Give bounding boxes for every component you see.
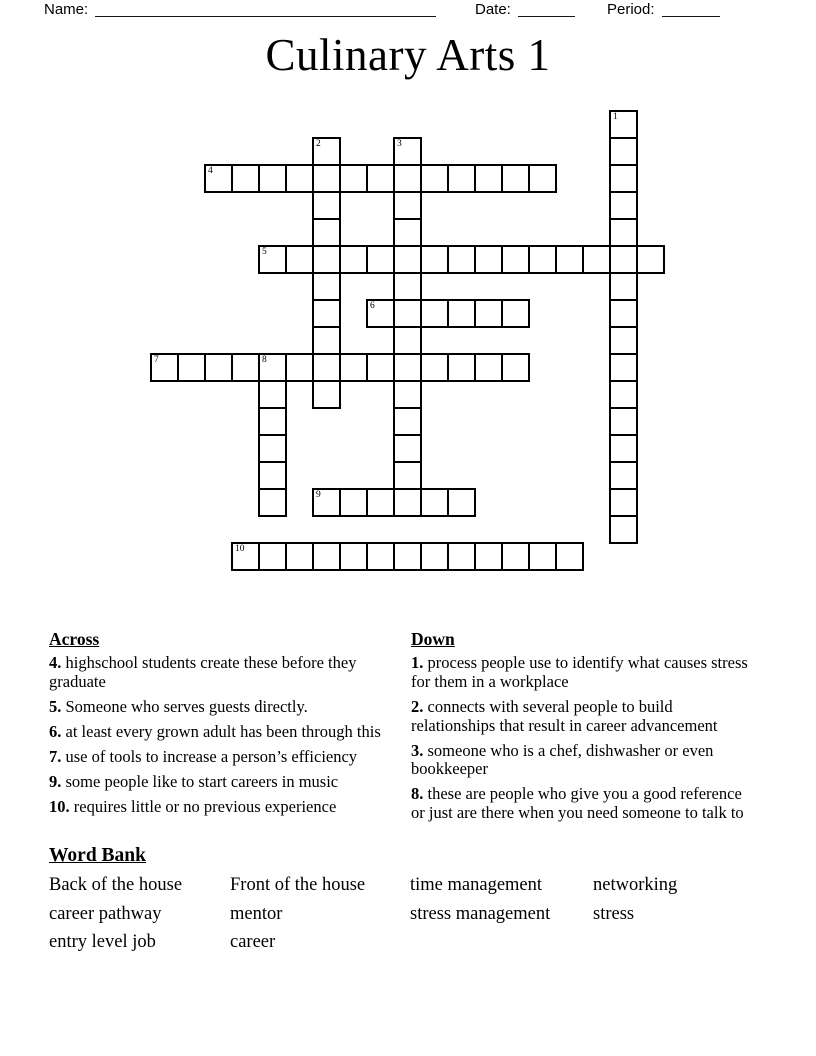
down-heading: Down [411,629,455,649]
crossword-cell[interactable] [609,299,638,328]
crossword-cell[interactable] [393,245,422,274]
crossword-cell[interactable] [312,542,341,571]
crossword-cell[interactable] [393,164,422,193]
crossword-cell[interactable] [393,461,422,490]
crossword-cell[interactable] [366,299,395,328]
crossword-cell[interactable] [609,191,638,220]
period-field [607,1,720,19]
crossword-cell[interactable] [609,110,638,139]
crossword-cell[interactable] [393,434,422,463]
clue-number: 7 [154,355,159,365]
crossword-cell[interactable] [447,299,476,328]
clue-text: these are people who give you a good reference or just are there when you need someone to talk to [411,784,744,823]
word-bank-item: time management [410,875,543,896]
crossword-cell[interactable] [528,542,557,571]
crossword-cell[interactable] [312,353,341,382]
crossword-cell[interactable] [474,353,503,382]
crossword-cell[interactable] [447,353,476,382]
crossword-cell[interactable] [447,488,476,517]
crossword-cell[interactable] [258,461,287,490]
crossword-cell[interactable] [204,353,233,382]
crossword-cell[interactable] [420,299,449,328]
clue-number-label: 7. [49,747,62,767]
clue-9-across [49,773,394,792]
clue-number-label: 1. [411,653,424,673]
across-heading: Across [49,629,100,649]
crossword-cell[interactable] [312,299,341,328]
crossword-cell[interactable] [366,245,395,274]
clue-3-down [411,742,756,779]
word-bank-item: Back of the house [49,875,183,896]
clue-number: 4 [208,166,213,176]
crossword-cell[interactable] [528,164,557,193]
crossword-cell[interactable] [609,164,638,193]
word-bank-item: Front of the house [230,875,366,896]
crossword-cell[interactable] [312,245,341,274]
crossword-cell[interactable] [447,245,476,274]
word-bank-item: stress management [410,903,551,924]
crossword-cell[interactable] [312,380,341,409]
crossword-cell[interactable] [285,353,314,382]
word-bank-section [49,845,779,954]
clue-text: connects with several people to build relationships that result in career advancement [411,696,718,735]
crossword-cell[interactable] [609,245,638,274]
word-bank-item: career [230,932,276,953]
clue-number-label: 3. [411,740,424,760]
crossword-cell[interactable] [393,488,422,517]
clue-10-across [49,798,394,817]
crossword-cell[interactable] [609,326,638,355]
clue-number-label: 8. [411,784,424,804]
period-label: Period: [607,1,655,18]
crossword-cell[interactable] [474,542,503,571]
word-bank-heading: Word Bank [49,845,146,866]
crossword-cell[interactable] [312,164,341,193]
crossword-cell[interactable] [393,272,422,301]
crossword-cell[interactable] [501,542,530,571]
clue-number-label: 9. [49,772,62,792]
crossword-cell[interactable] [501,353,530,382]
crossword-cell[interactable] [285,164,314,193]
clue-text: at least every grown adult has been through this [65,722,381,742]
clue-5-across [49,698,394,717]
clue-number: 6 [370,301,375,311]
crossword-cell[interactable] [393,407,422,436]
clue-2-down [411,698,756,735]
clue-number: 5 [262,247,267,257]
crossword-cell[interactable] [393,191,422,220]
across-clues-section [49,629,394,824]
crossword-cell[interactable] [609,434,638,463]
crossword-cell[interactable] [420,542,449,571]
clue-1-down [411,654,756,691]
crossword-cell[interactable] [258,407,287,436]
word-bank-item: mentor [230,903,283,924]
date-blank-line[interactable] [518,1,575,17]
crossword-cell[interactable] [339,245,368,274]
clue-number: 2 [316,139,321,149]
crossword-cell[interactable] [258,488,287,517]
crossword-cell[interactable] [393,380,422,409]
clue-4-across [49,654,394,691]
clue-number-label: 6. [49,722,62,742]
clue-text: someone who is a chef, dishwasher or even bookkeeper [411,740,714,779]
crossword-cell[interactable] [474,245,503,274]
clue-number: 1 [613,112,618,122]
crossword-cell[interactable] [393,353,422,382]
crossword-cell[interactable] [285,245,314,274]
crossword-cell[interactable] [501,245,530,274]
name-blank-line[interactable] [95,1,436,17]
crossword-cell[interactable] [258,353,287,382]
crossword-cell[interactable] [393,326,422,355]
crossword-cell[interactable] [285,542,314,571]
crossword-cell[interactable] [258,380,287,409]
crossword-cell[interactable] [258,164,287,193]
name-label: Name: [44,1,89,18]
crossword-cell[interactable] [393,299,422,328]
clue-number-label: 5. [49,696,62,716]
date-field [475,1,575,19]
crossword-cell[interactable] [312,218,341,247]
crossword-cell[interactable] [609,218,638,247]
name-field [44,1,436,19]
crossword-cell[interactable] [609,137,638,166]
clue-text: some people like to start careers in music [65,772,339,792]
word-bank-item: networking [593,875,678,896]
crossword-cell[interactable] [150,353,179,382]
crossword-cell[interactable] [609,353,638,382]
clue-number: 9 [316,490,321,500]
crossword-cell[interactable] [528,245,557,274]
crossword-cell[interactable] [312,488,341,517]
crossword-cell[interactable] [609,461,638,490]
clue-7-across [49,748,394,767]
clue-number-label: 10. [49,797,70,817]
period-blank-line[interactable] [662,1,720,17]
clue-6-across [49,723,394,742]
crossword-cell[interactable] [609,488,638,517]
crossword-cell[interactable] [420,245,449,274]
crossword-cell[interactable] [393,542,422,571]
crossword-cell[interactable] [258,245,287,274]
crossword-cell[interactable] [366,353,395,382]
crossword-cell[interactable] [447,542,476,571]
crossword-cell[interactable] [339,488,368,517]
crossword-cell[interactable] [366,488,395,517]
crossword-cell[interactable] [609,515,638,544]
crossword-cell[interactable] [339,542,368,571]
word-bank-list [49,874,779,954]
clue-text: use of tools to increase a person’s efficiency [65,747,358,767]
crossword-cell[interactable] [555,245,584,274]
crossword-cell[interactable] [312,137,341,166]
crossword-cell[interactable] [177,353,206,382]
crossword-cell[interactable] [420,353,449,382]
word-bank-item: career pathway [49,903,162,924]
crossword-cell[interactable] [420,164,449,193]
clue-text: Someone who serves guests directly. [65,696,308,716]
crossword-cell[interactable] [204,164,233,193]
crossword-cell[interactable] [609,272,638,301]
crossword-cell[interactable] [474,164,503,193]
crossword-cell[interactable] [582,245,611,274]
word-bank-item: stress [593,903,635,924]
crossword-cell[interactable] [366,542,395,571]
clue-number-label: 4. [49,653,62,673]
crossword-cell[interactable] [636,245,665,274]
crossword-cell[interactable] [447,164,476,193]
crossword-cell[interactable] [366,164,395,193]
page-title: Culinary Arts 1 [265,30,551,80]
clue-text: requires little or no previous experience [73,797,337,817]
crossword-cell[interactable] [231,353,260,382]
crossword-cell[interactable] [258,542,287,571]
crossword-cell[interactable] [393,137,422,166]
word-bank-item: entry level job [49,932,156,953]
crossword-cell[interactable] [231,542,260,571]
clue-number: 10 [235,544,245,554]
date-label: Date: [475,1,511,18]
clue-number: 8 [262,355,267,365]
crossword-cell[interactable] [501,299,530,328]
crossword-cell[interactable] [231,164,260,193]
crossword-cell[interactable] [474,299,503,328]
clue-8-down [411,785,756,822]
crossword-cell[interactable] [609,380,638,409]
clue-text: highschool students create these before they graduate [49,653,357,691]
down-clues-section [411,629,756,829]
crossword-cell[interactable] [339,164,368,193]
clue-text: process people use to identify what causes stress for them in a workplace [411,653,748,691]
crossword-cell[interactable] [312,191,341,220]
clue-number: 3 [397,139,402,149]
clue-number-label: 2. [411,696,424,716]
crossword-cell[interactable] [393,218,422,247]
crossword-cell[interactable] [420,488,449,517]
crossword-cell[interactable] [609,407,638,436]
crossword-cell[interactable] [258,434,287,463]
crossword-cell[interactable] [339,353,368,382]
crossword-cell[interactable] [555,542,584,571]
crossword-cell[interactable] [501,164,530,193]
crossword-cell[interactable] [312,272,341,301]
crossword-cell[interactable] [312,326,341,355]
